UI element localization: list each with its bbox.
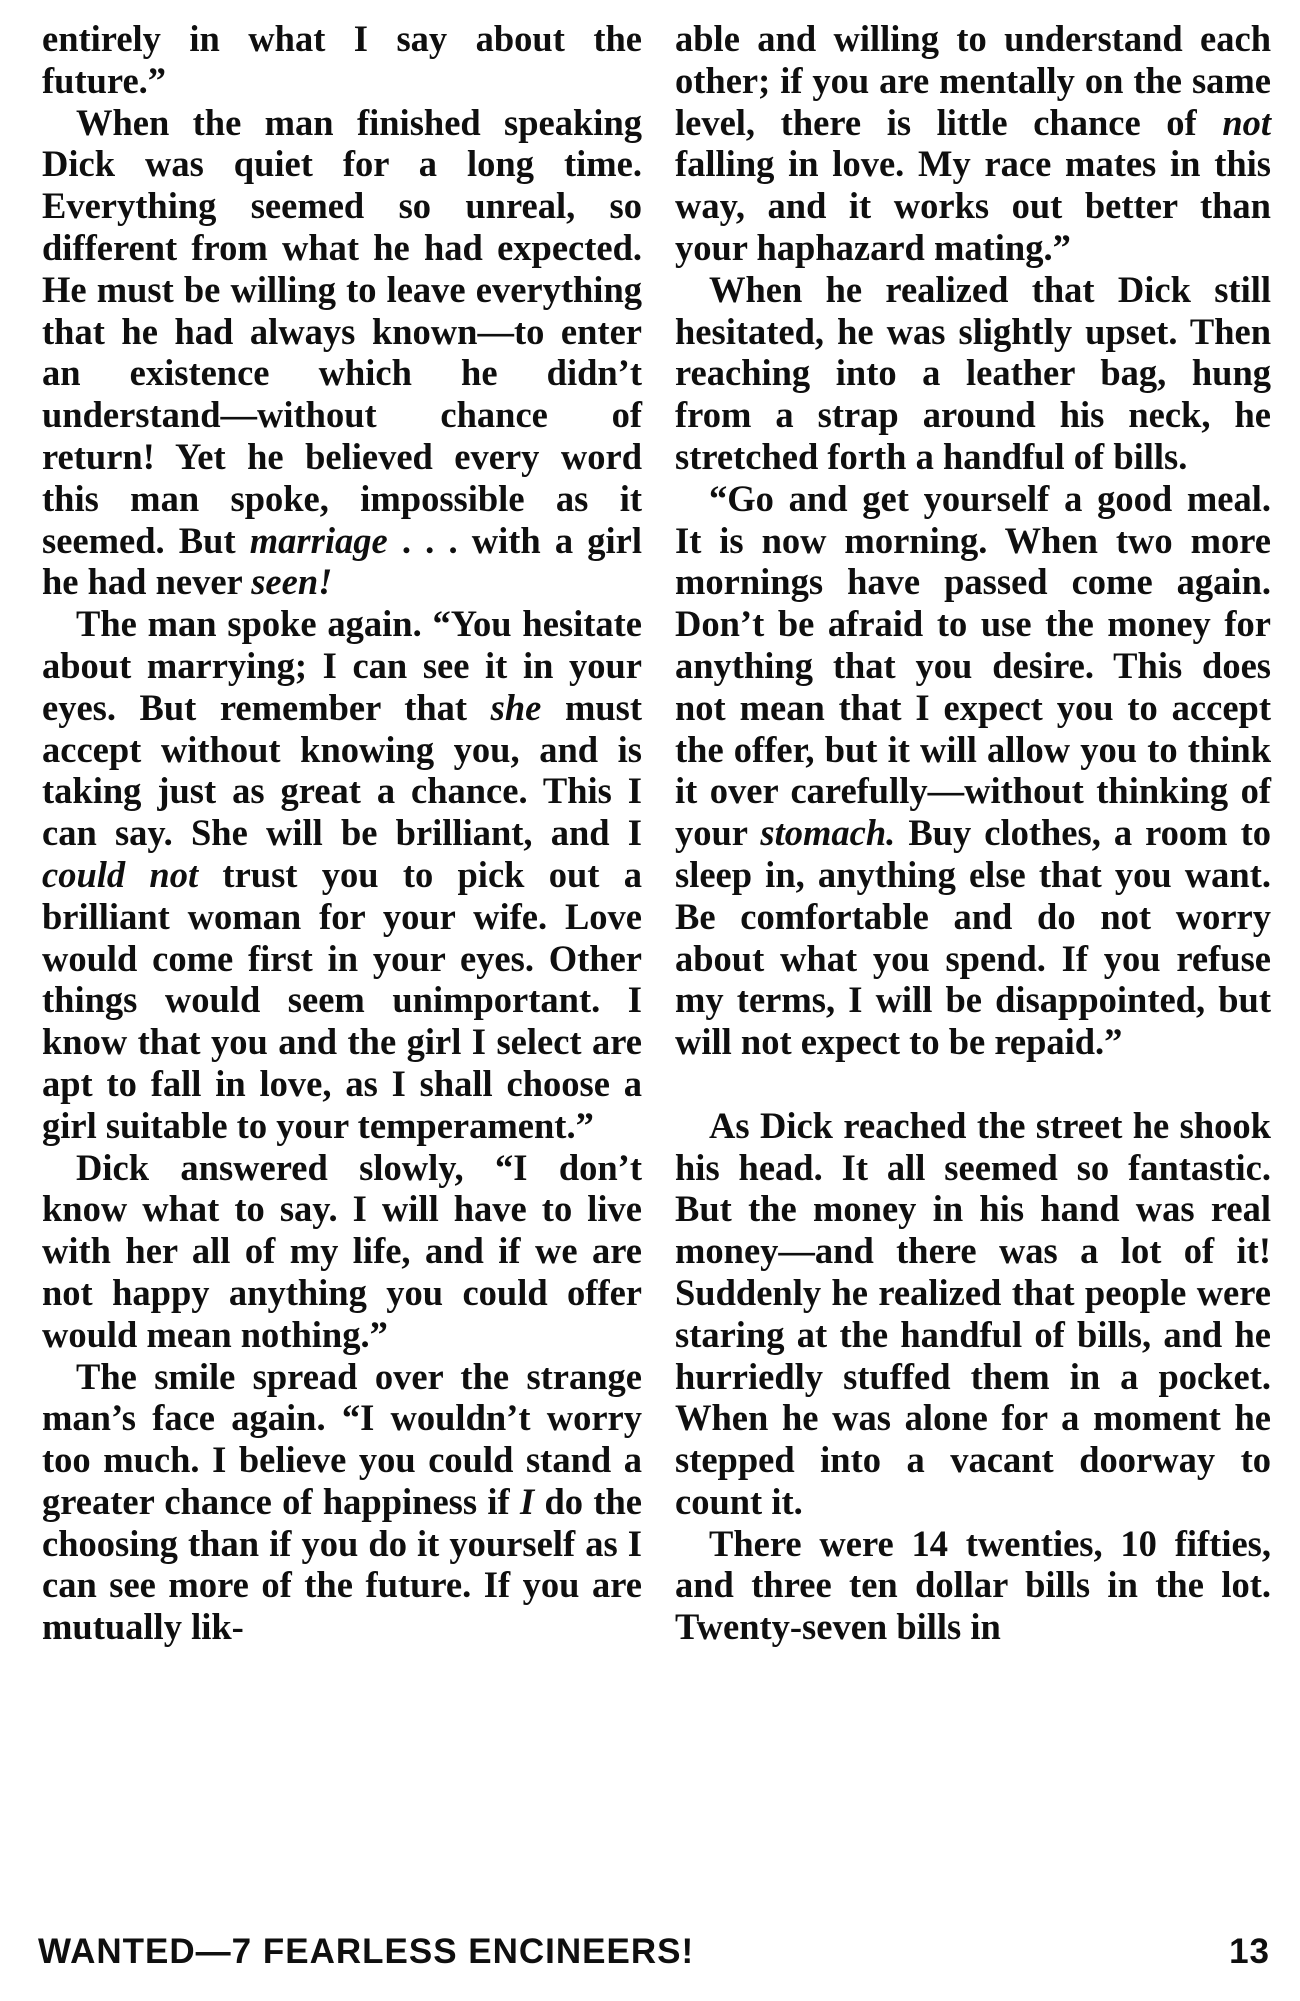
paragraph: When he realized that Dick still hesitated, he was slightly upset. Then reaching into a leather bag, hung from a strap around his neck, he stretched forth a handful of bills. bbox=[675, 268, 1271, 477]
paragraph: “Go and get yourself a good meal. It is now morning. When two more mornings have passed come again. Don’t be afraid to use the money for anything that you desire. This does not mean that I expect you to accept the offer, but it will allow you to think it over carefully—without thinking of your stomach. Buy clothes, a room to sleep in, anything else that you want. Be comfortable and do not worry about what you spend. If you refuse my terms, I will be disappointed, but will not expect to be repaid.” bbox=[675, 477, 1272, 1063]
right-column bbox=[675, 18, 1271, 1648]
emphasis: marriage bbox=[249, 519, 388, 561]
emphasis: not bbox=[1222, 101, 1272, 143]
paragraph: entirely in what I say about the future.” bbox=[42, 18, 642, 101]
paragraph: As Dick reached the street he shook his head. It all seemed so fantastic. But the money in his hand was real money—and there was a lot of it! Suddenly he realized that people were staring at the handful of bills, and he hurriedly stuffed them in a pocket. When he was alone for a moment he stepped into a vacant doorway to count it. bbox=[675, 1104, 1271, 1522]
paragraph: The man spoke again. “You hesitate about marrying; I can see it in your eyes. But remember that she must accept without knowing you, and is taking just as great a chance. This I can say. She will be brilliant, and I could not trust you to pick out a brilliant woman for your wife. Love would come first in your eyes. Other things would seem unimportant. I know that you and the girl I select are apt to fall in love, as I shall choose a girl suitable to your temperament.” bbox=[42, 603, 643, 1146]
page-number: 13 bbox=[1229, 1932, 1270, 1971]
emphasis: could not bbox=[42, 853, 199, 895]
emphasis: seen! bbox=[251, 561, 333, 603]
paragraph: Dick answered slowly, “I don’t know what to say. I will have to live with her all of my life, and if we are not happy anything you could offer would mean nothing.” bbox=[42, 1146, 642, 1355]
emphasis: stomach. bbox=[760, 812, 896, 854]
left-column bbox=[42, 18, 642, 1648]
paragraph: able and willing to understand each other; if you are mentally on the same level, there is little chance of not falling in love. My race mates in this way, and it works out better than your haphazard mating.” bbox=[675, 18, 1272, 268]
emphasis: she bbox=[490, 686, 542, 728]
emphasis: I bbox=[519, 1480, 535, 1522]
paragraph: The smile spread over the strange man’s face again. “I wouldn’t worry too much. I believe you could stand a greater chance of happiness if I do the choosing than if you do it yourself as I can see more of the future. If you are mutually lik- bbox=[42, 1355, 642, 1648]
paragraph: There were 14 twenties, 10 fifties, and three ten dollar bills in the lot. Twenty-seven bills in bbox=[675, 1522, 1271, 1648]
page-footer bbox=[38, 1932, 1270, 1980]
paragraph: When the man finished speaking Dick was quiet for a long time. Everything seemed so unreal, so different from what he had expected. He must be willing to leave everything that he had always known—to enter an existence which he didn’t understand—without chance of return! Yet he believed every word this man spoke, impossible as it seemed. But marriage . . . with a girl he had never seen! bbox=[42, 101, 643, 603]
running-title: WANTED—7 FEARLESS ENCINEERS! bbox=[38, 1932, 695, 1971]
